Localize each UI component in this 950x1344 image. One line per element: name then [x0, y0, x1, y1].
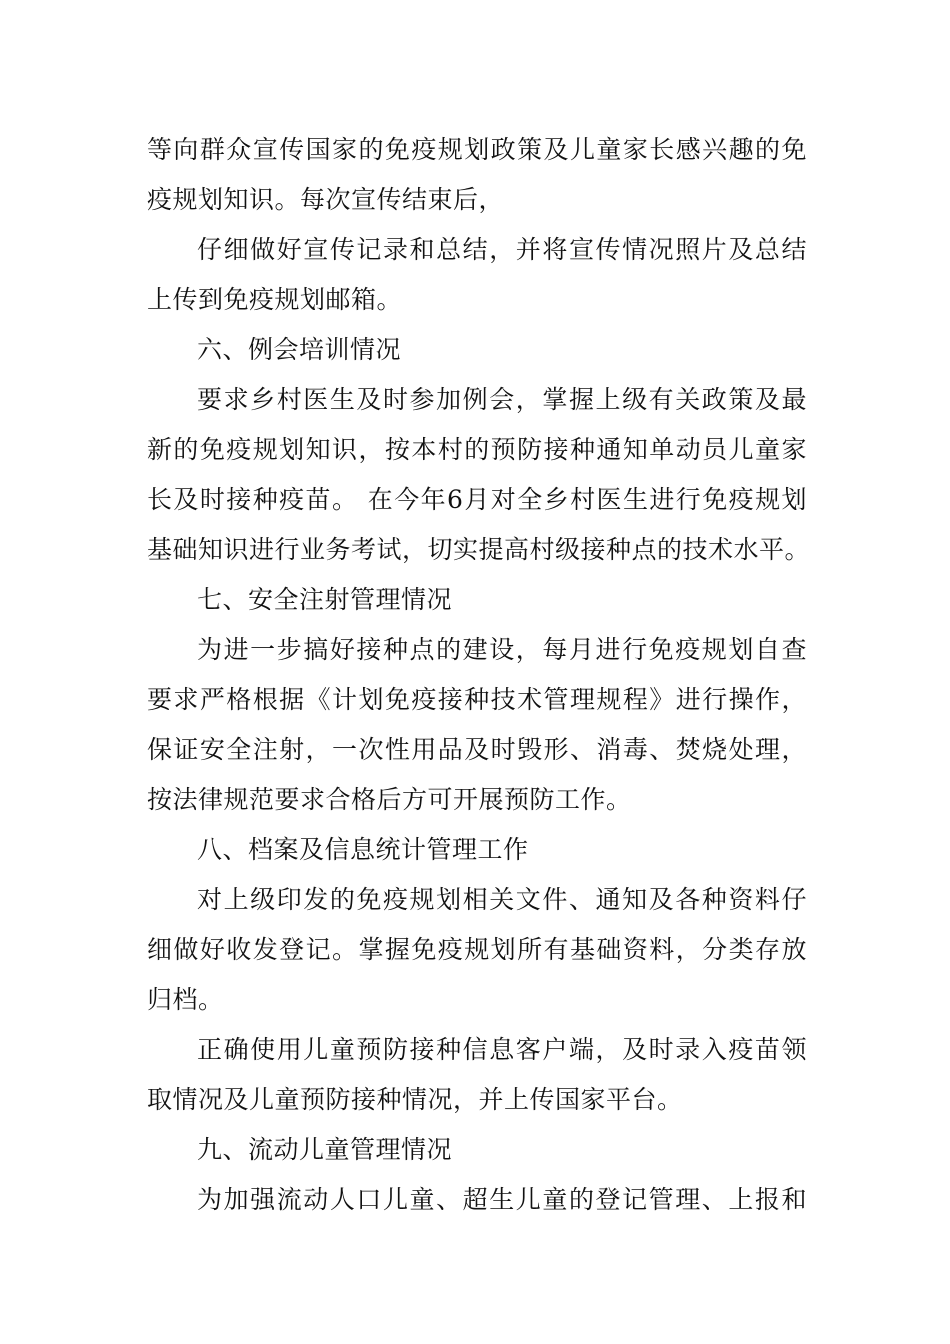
text-line: 对上级印发的免疫规划相关文件、通知及各种资料仔	[197, 885, 807, 914]
text-line: 新的免疫规划知识，按本村的预防接种通知单动员儿童家	[147, 435, 807, 464]
section-heading: 九、流动儿童管理情况	[197, 1135, 453, 1164]
text-line: 取情况及儿童预防接种情况，并上传国家平台。	[147, 1085, 683, 1114]
text-line: 要求严格根据《计划免疫接种技术管理规程》进行操作，	[147, 685, 807, 714]
text-line: 疫规划知识。每次宣传结束后，	[147, 185, 505, 214]
text-line: 保证安全注射，一次性用品及时毁形、消毒、焚烧处理，	[147, 735, 807, 764]
text-line: 细做好收发登记。掌握免疫规划所有基础资料，分类存放	[147, 935, 807, 964]
text-line: 要求乡村医生及时参加例会，掌握上级有关政策及最	[197, 385, 807, 414]
text-line: 上传到免疫规划邮箱。	[147, 285, 403, 314]
text-line: 仔细做好宣传记录和总结，并将宣传情况照片及总结	[197, 235, 807, 264]
text-line: 为进一步搞好接种点的建设，每月进行免疫规划自查	[197, 635, 807, 664]
text-line: 为加强流动人口儿童、超生儿童的登记管理、上报和	[197, 1185, 807, 1214]
text-line: 正确使用儿童预防接种信息客户端，及时录入疫苗领	[197, 1035, 807, 1064]
text-line: 基础知识进行业务考试，切实提高村级接种点的技术水平。	[147, 535, 811, 564]
section-heading: 七、安全注射管理情况	[197, 585, 453, 614]
text-line: 按法律规范要求合格后方可开展预防工作。	[147, 785, 632, 814]
text-line: 长及时接种疫苗。 在今年6月对全乡村医生进行免疫规划	[147, 485, 807, 514]
section-heading: 八、档案及信息统计管理工作	[197, 835, 529, 864]
text-line: 等向群众宣传国家的免疫规划政策及儿童家长感兴趣的免	[147, 135, 807, 164]
text-line: 归档。	[147, 985, 224, 1014]
section-heading: 六、例会培训情况	[197, 335, 402, 364]
